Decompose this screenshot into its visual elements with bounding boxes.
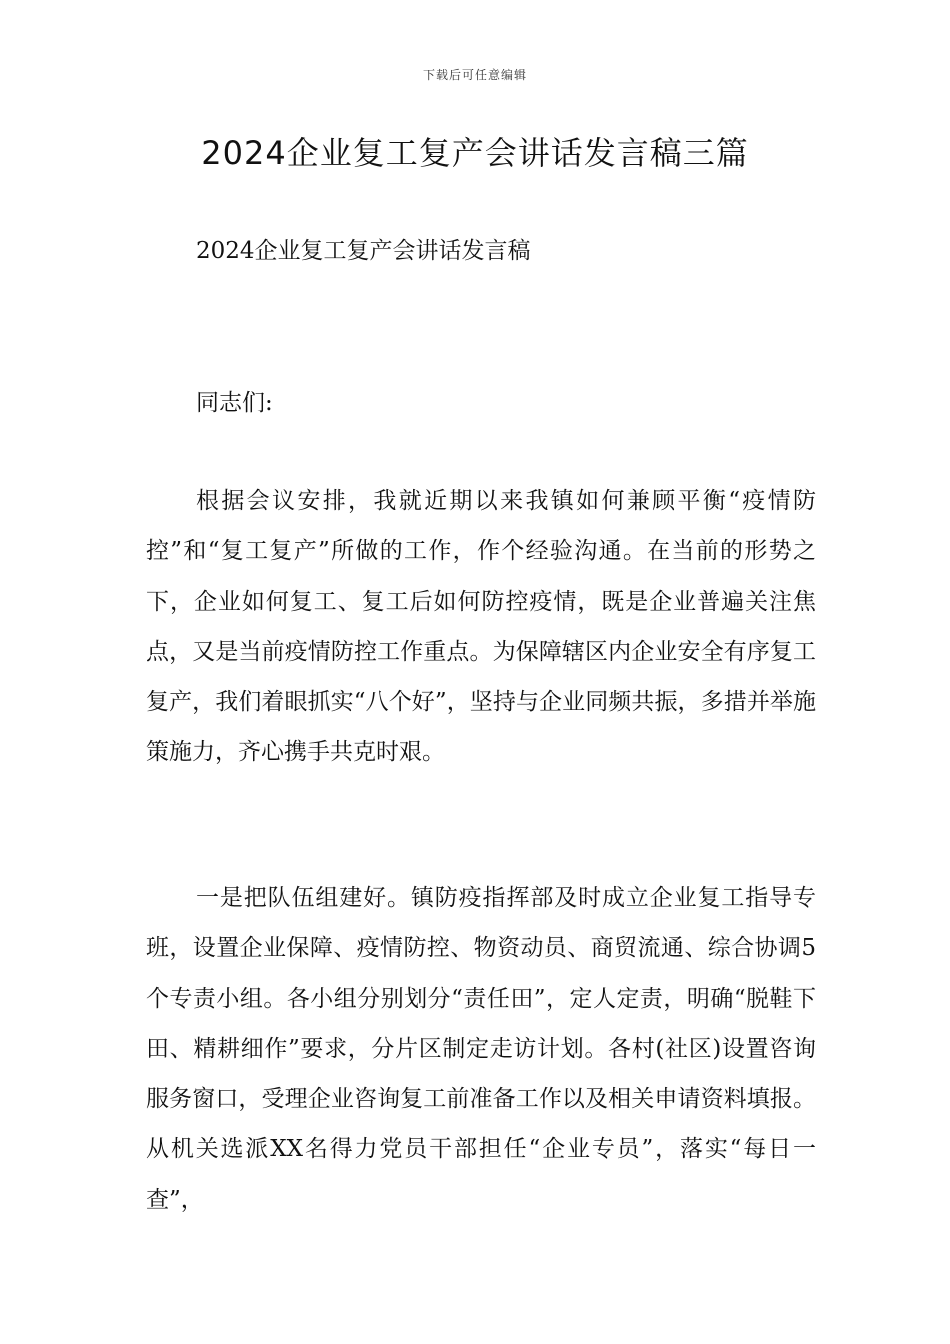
document-subtitle: 2024企业复工复产会讲话发言稿 [196,238,531,264]
body-paragraph: 一是把队伍组建好。镇防疫指挥部及时成立企业复工指导专班，设置企业保障、疫情防控、物资动员、商贸流通、综合协调5个专责小组。各小组分别划分“责任田”，定人定责，明确“脱鞋下田、精耕细作”要求，分片区制定走访计划。各村(社区)设置咨询服务窗口，受理企业咨询复工前准备工作以及相关申请资料填报。从机关选派XX名得力党员干部担任“企业专员”，落实“每日一查”， [146,885,816,1213]
body-paragraph: 根据会议安排，我就近期以来我镇如何兼顾平衡“疫情防控”和“复工复产”所做的工作，作个经验沟通。在当前的形势之下，企业如何复工、复工后如何防控疫情，既是企业普遍关注焦点，又是当前疫情防控工作重点。为保障辖区内企业安全有序复工复产，我们着眼抓实“八个好”，坚持与企业同频共振，多措并举施策施力，齐心携手共克时艰。 [146,488,816,766]
document-title: 2024企业复工复产会讲话发言稿三篇 [201,134,749,172]
header-note: 下载后可任意编辑 [422,68,527,82]
greeting: 同志们: [196,390,273,416]
